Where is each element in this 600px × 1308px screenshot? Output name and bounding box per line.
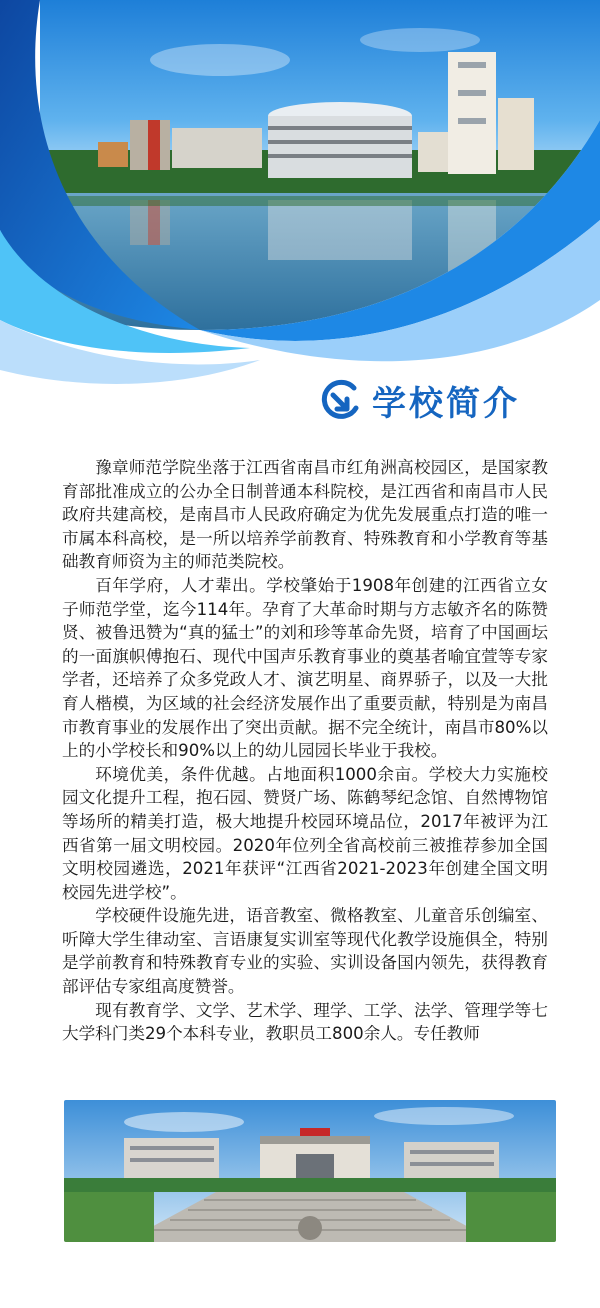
paragraph-history: 百年学府，人才辈出。学校肇始于1908年创建的江西省立女子师范学堂，迄今114年。孕育了大革命时期与方志敏齐名的陈赞贤、被鲁迅赞为“真的猛士”的刘和珍等革命先贤，培育了中国画坛的一面旗帜傅抱石、现代中国声乐教育事业的奠基者喻宜萱等专家学者，还培养了众多党政人才、演艺明星、商界骄子，以及一大批育人楷模，为区域的社会经济发展作出了重要贡献，特别是为南昌市教育事业的发展作出了突出贡献。据不完全统计，南昌市80%以上的小学校长和90%以上的幼儿园园长毕业于我校。: [62, 575, 548, 761]
campus-gate-photo: [64, 1100, 556, 1242]
arrow-circle-icon: [318, 378, 362, 422]
paragraph-environment: 环境优美，条件优越。占地面积1000余亩。学校大力实施校园文化提升工程，抱石园、赞贤广场、陈鹤琴纪念馆、自然博物馆等场所的精美打造，极大地提升校园环境品位，2017年被评为江西省第一届文明校园。2020年位列全省高校前三被推荐参加全国文明校园遴选，2021年获评“江西省2021-2023年创建全国文明校园先进学校”。: [62, 764, 548, 902]
campus-banner: [0, 0, 600, 400]
campus-plaza-illustration: [64, 1100, 556, 1242]
campus-lake-photo: [0, 0, 600, 400]
paragraph-disciplines: 现有教育学、文学、艺术学、理学、工学、法学、管理学等七大学科门类29个本科专业，教职员工800余人。专任教师: [62, 1000, 548, 1044]
section-heading: [318, 372, 520, 428]
paragraph-overview: 豫章师范学院坐落于江西省南昌市红角洲高校园区，是国家教育部批准成立的公办全日制普通本科院校，是江西省和南昌市人民政府共建高校，是南昌市人民政府确定为优先发展重点打造的唯一市属本科高校，是一所以培养学前教育、特殊教育和小学教育等基础教育师资为主的师范类院校。: [62, 458, 548, 572]
paragraph-facilities: 学校硬件设施先进，语音教室、微格教室、儿童音乐创编室、听障大学生律动室、言语康复实训室等现代化教学设施俱全，特别是学前教育和特殊教育专业的实验、实训设备国内领先，获得教育部评估专家组高度赞誉。: [62, 906, 548, 997]
page-title: 学校简介: [372, 383, 520, 424]
intro-content: [62, 456, 548, 1046]
